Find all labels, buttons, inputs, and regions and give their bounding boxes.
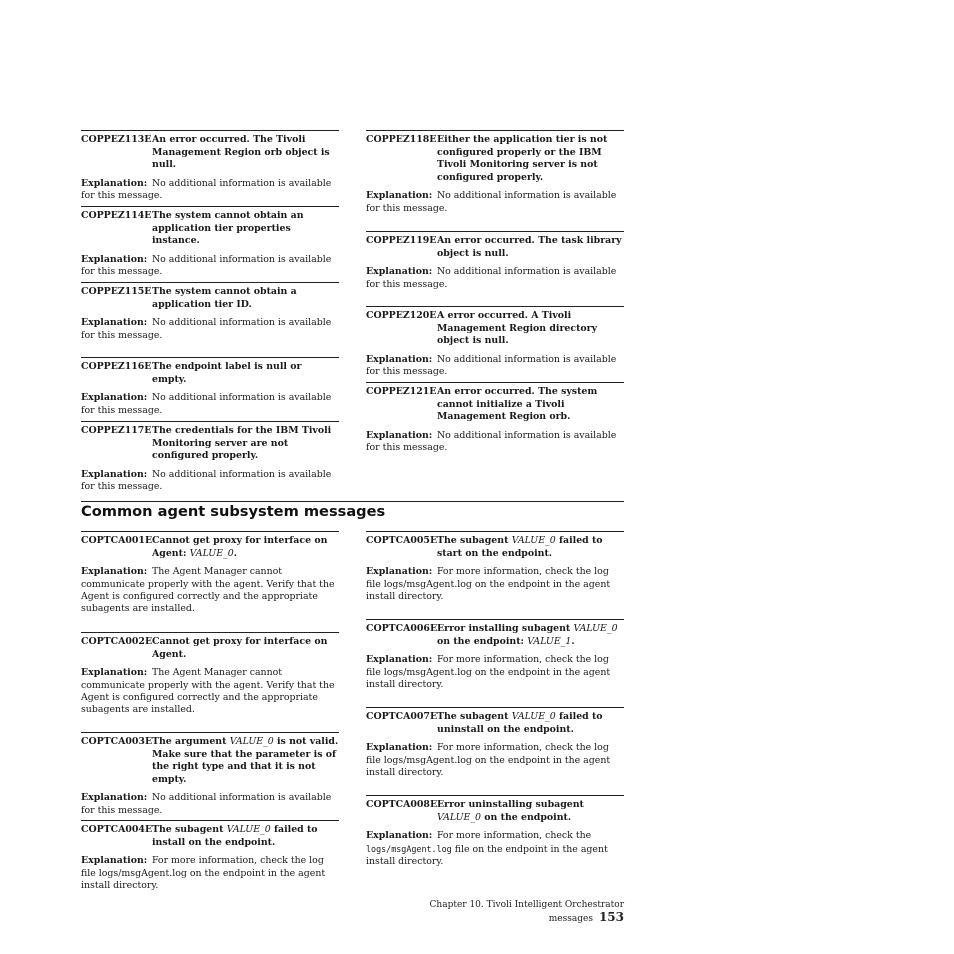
message-title-text: Cannot get proxy for interface on Agent: bbox=[152, 535, 328, 559]
message-title-text: is not valid. Make sure that the parameter is of the right type and that it is not empty. bbox=[152, 736, 339, 785]
message-title-text: failed to install on the endpoint. bbox=[152, 824, 318, 848]
message-title-text: Either the application tier is not configured properly or the IBM Tivoli Monitoring server is not configured properly. bbox=[437, 134, 608, 183]
explanation-label: Explanation: bbox=[81, 253, 148, 265]
message-header bbox=[81, 286, 339, 311]
message-header bbox=[81, 361, 339, 386]
message-explanation bbox=[81, 392, 339, 417]
message-code: COPTCA004E bbox=[81, 824, 153, 835]
message-title-text: failed to start on the endpoint. bbox=[437, 535, 603, 559]
message-header bbox=[81, 824, 339, 849]
message-explanation bbox=[366, 266, 624, 291]
message-header bbox=[366, 235, 624, 260]
message-title bbox=[437, 235, 624, 260]
variable-placeholder: VALUE_0 bbox=[226, 824, 271, 835]
message-entry bbox=[81, 531, 339, 616]
explanation-text: No additional information is available for this message. bbox=[366, 266, 617, 290]
message-title-text: . bbox=[233, 547, 237, 559]
page-footer bbox=[381, 900, 624, 924]
message-title bbox=[437, 134, 624, 184]
explanation-label: Explanation: bbox=[81, 392, 148, 404]
message-code: COPTCA006E bbox=[366, 623, 438, 634]
file-path: logs/msgAgent.log bbox=[366, 843, 452, 854]
message-entry bbox=[81, 732, 339, 817]
message-title-text: failed to uninstall on the endpoint. bbox=[437, 711, 603, 735]
explanation-text: The Agent Manager cannot communicate properly with the agent. Verify that the Agent is configured correctly and the appropriate subagents are installed. bbox=[81, 667, 335, 716]
message-entry bbox=[366, 130, 624, 215]
explanation-text: For more information, check the bbox=[436, 830, 592, 842]
message-entry bbox=[366, 531, 624, 603]
explanation-text: No additional information is available for this message. bbox=[366, 429, 617, 454]
variable-placeholder: VALUE_0 bbox=[511, 711, 556, 722]
message-explanation bbox=[366, 566, 624, 603]
explanation-label: Explanation: bbox=[366, 566, 433, 578]
message-explanation bbox=[366, 830, 624, 868]
message-explanation bbox=[81, 317, 339, 342]
explanation-label: Explanation: bbox=[366, 429, 433, 441]
message-title-text: The argument bbox=[152, 736, 230, 747]
explanation-text: No additional information is available for this message. bbox=[81, 792, 332, 816]
message-explanation bbox=[81, 667, 339, 717]
message-title bbox=[152, 361, 339, 386]
message-code: COPTCA003E bbox=[81, 736, 153, 747]
message-explanation bbox=[81, 792, 339, 817]
message-header bbox=[81, 210, 339, 248]
message-title bbox=[437, 386, 624, 424]
explanation-label: Explanation: bbox=[81, 667, 148, 679]
chapter-title: Chapter 10. Tivoli Intelligent Orchestrator messages bbox=[429, 900, 624, 924]
explanation-label: Explanation: bbox=[366, 190, 433, 202]
explanation-text: For more information, check the log file logs/msgAgent.log on the endpoint in the agent install directory. bbox=[81, 855, 326, 891]
message-code: COPTCA005E bbox=[366, 535, 438, 546]
explanation-text: For more information, check the log file logs/msgAgent.log on the endpoint in the agent install directory. bbox=[366, 654, 611, 690]
message-code: COPPEZ119E bbox=[366, 235, 437, 246]
explanation-text: The Agent Manager cannot communicate properly with the agent. Verify that the Agent is configured correctly and the appropriate subagents are installed. bbox=[81, 566, 335, 615]
explanation-text: No additional information is available for this message. bbox=[366, 190, 617, 214]
message-header bbox=[81, 134, 339, 172]
message-entry bbox=[81, 820, 339, 892]
message-code: COPTCA002E bbox=[81, 636, 153, 647]
explanation-label: Explanation: bbox=[81, 855, 148, 867]
message-code: COPPEZ118E bbox=[366, 134, 437, 145]
message-header bbox=[366, 386, 624, 424]
message-title-text: The credentials for the IBM Tivoli Monitoring server are not configured properly. bbox=[152, 425, 332, 462]
message-explanation bbox=[366, 742, 624, 779]
message-title-text: The system cannot obtain an application tier properties instance. bbox=[152, 210, 304, 247]
message-code: COPPEZ117E bbox=[81, 425, 152, 436]
explanation-label: Explanation: bbox=[81, 792, 148, 804]
message-title-text: An error occurred. The system cannot initialize a Tivoli Management Region orb. bbox=[437, 386, 598, 423]
message-entry bbox=[366, 707, 624, 779]
message-header bbox=[366, 134, 624, 184]
message-explanation bbox=[81, 178, 339, 203]
message-explanation bbox=[366, 654, 624, 691]
message-code: COPTCA008E bbox=[366, 799, 438, 810]
message-title-text: Error installing subagent bbox=[437, 623, 574, 634]
message-entry bbox=[81, 421, 339, 494]
message-code: COPPEZ113E bbox=[81, 134, 152, 145]
explanation-text: No additional information is available for this message. bbox=[81, 468, 332, 493]
message-title bbox=[152, 425, 339, 463]
message-title bbox=[152, 636, 339, 661]
variable-placeholder: VALUE_1 bbox=[527, 635, 572, 647]
message-title-text: . bbox=[571, 635, 575, 647]
message-header bbox=[366, 711, 624, 736]
explanation-label: Explanation: bbox=[81, 468, 148, 480]
message-title-text: The system cannot obtain a application tier ID. bbox=[152, 286, 297, 310]
explanation-text: No additional information is available for this message. bbox=[81, 253, 332, 278]
explanation-label: Explanation: bbox=[366, 654, 433, 666]
explanation-text: No additional information is available for this message. bbox=[366, 353, 617, 378]
message-title bbox=[437, 799, 624, 824]
message-title-text: An error occurred. The Tivoli Management Region orb object is null. bbox=[152, 134, 330, 171]
section-divider bbox=[81, 501, 624, 502]
message-title bbox=[152, 210, 339, 248]
message-explanation bbox=[366, 430, 624, 455]
message-header bbox=[81, 425, 339, 463]
message-code: COPPEZ121E bbox=[366, 386, 437, 397]
message-explanation bbox=[81, 469, 339, 494]
variable-placeholder: VALUE_0 bbox=[511, 535, 556, 546]
message-entry bbox=[366, 231, 624, 291]
message-entry bbox=[81, 357, 339, 417]
explanation-label: Explanation: bbox=[81, 317, 148, 329]
message-title-text: The subagent bbox=[437, 535, 512, 546]
explanation-text: No additional information is available for this message. bbox=[81, 177, 332, 202]
explanation-text: No additional information is available for this message. bbox=[81, 317, 332, 341]
message-header bbox=[81, 535, 339, 560]
message-entry bbox=[366, 306, 624, 379]
section-heading: Common agent subsystem messages bbox=[81, 503, 386, 520]
variable-placeholder: VALUE_0 bbox=[573, 623, 618, 634]
explanation-label: Explanation: bbox=[366, 742, 433, 754]
message-title-text: A error occurred. A Tivoli Management Region directory object is null. bbox=[437, 310, 598, 347]
variable-placeholder: VALUE_0 bbox=[437, 811, 482, 823]
page-number: 153 bbox=[598, 910, 624, 924]
message-code: COPPEZ116E bbox=[81, 361, 152, 372]
message-entry bbox=[81, 206, 339, 279]
message-title-text: An error occurred. The task library object is null. bbox=[437, 235, 622, 259]
message-explanation bbox=[81, 566, 339, 616]
message-title bbox=[152, 736, 339, 786]
variable-placeholder: VALUE_0 bbox=[229, 736, 274, 747]
message-title-text: The subagent bbox=[437, 711, 512, 722]
message-title bbox=[437, 711, 624, 736]
explanation-label: Explanation: bbox=[366, 830, 433, 842]
message-title bbox=[152, 535, 339, 560]
explanation-text: No additional information is available for this message. bbox=[81, 392, 332, 416]
message-entry bbox=[366, 795, 624, 868]
message-title-text: The subagent bbox=[152, 824, 227, 835]
message-header bbox=[366, 623, 624, 648]
explanation-label: Explanation: bbox=[366, 353, 433, 365]
message-title-text: on the endpoint: bbox=[437, 635, 528, 647]
explanation-label: Explanation: bbox=[366, 266, 433, 278]
message-header bbox=[81, 736, 339, 786]
message-code: COPPEZ115E bbox=[81, 286, 152, 297]
message-title bbox=[152, 286, 339, 311]
message-entry bbox=[81, 282, 339, 342]
message-explanation bbox=[366, 190, 624, 215]
explanation-label: Explanation: bbox=[81, 177, 148, 189]
message-title-text: Cannot get proxy for interface on Agent. bbox=[152, 636, 328, 660]
message-code: COPPEZ120E bbox=[366, 310, 437, 321]
message-entry bbox=[366, 382, 624, 455]
message-code: COPTCA007E bbox=[366, 711, 438, 722]
message-code: COPTCA001E bbox=[81, 535, 153, 546]
message-explanation bbox=[81, 254, 339, 279]
message-title-text: The endpoint label is null or empty. bbox=[152, 361, 302, 385]
message-header bbox=[366, 535, 624, 560]
message-explanation bbox=[81, 855, 339, 892]
message-title bbox=[152, 134, 339, 172]
explanation-text: file on the endpoint in the agent install directory. bbox=[366, 843, 608, 867]
message-entry bbox=[366, 619, 624, 691]
message-title bbox=[437, 623, 624, 648]
message-explanation bbox=[366, 354, 624, 379]
explanation-label: Explanation: bbox=[81, 566, 148, 578]
message-title bbox=[437, 535, 624, 560]
message-code: COPPEZ114E bbox=[81, 210, 152, 221]
variable-placeholder: VALUE_0 bbox=[189, 547, 234, 559]
explanation-text: For more information, check the log file logs/msgAgent.log on the endpoint in the agent install directory. bbox=[366, 566, 611, 602]
message-title bbox=[437, 310, 624, 348]
message-entry bbox=[81, 632, 339, 717]
message-title-text: on the endpoint. bbox=[481, 811, 572, 823]
message-header bbox=[366, 799, 624, 824]
message-title-text: Error uninstalling subagent bbox=[437, 799, 584, 810]
explanation-text: For more information, check the log file logs/msgAgent.log on the endpoint in the agent install directory. bbox=[366, 742, 611, 778]
message-title bbox=[152, 824, 339, 849]
message-header bbox=[81, 636, 339, 661]
message-header bbox=[366, 310, 624, 348]
message-entry bbox=[81, 130, 339, 203]
